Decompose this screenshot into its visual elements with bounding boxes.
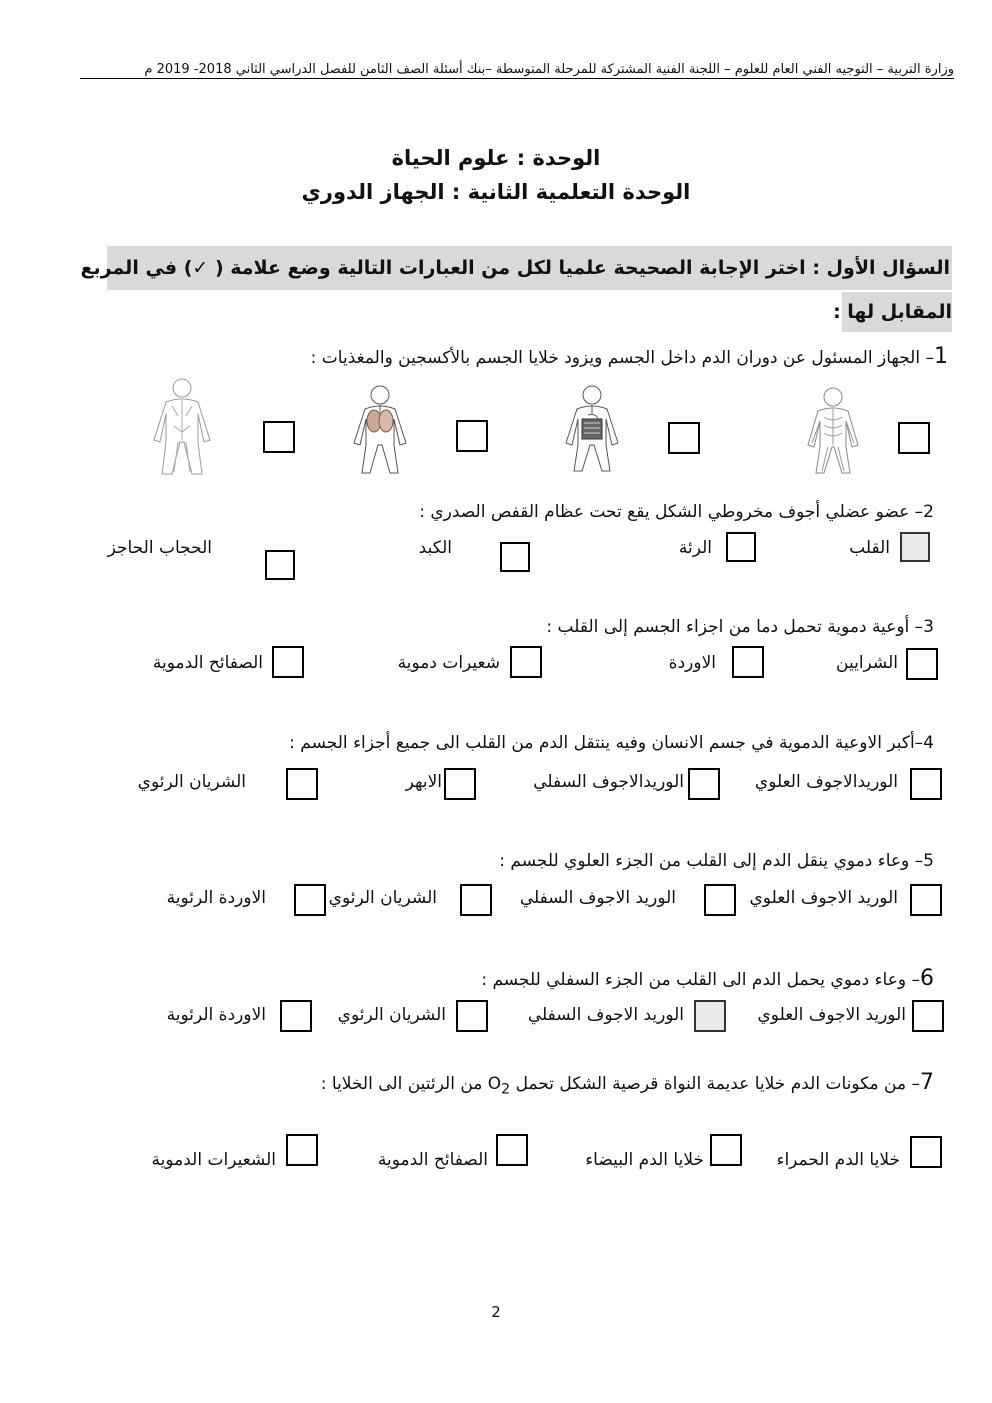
q1-option-1-checkbox[interactable] (898, 422, 930, 454)
question-4 (289, 733, 934, 753)
q7-option-3-checkbox[interactable] (496, 1134, 528, 1166)
q6-option-3-label: الشريان الرئوي (337, 1005, 446, 1025)
q2-option-4-label: الحجاب الحاجز (107, 538, 212, 558)
q7-option-2-checkbox[interactable] (710, 1134, 742, 1166)
q7-option-4-checkbox[interactable] (286, 1134, 318, 1166)
q4-option-3-label: الابهر (405, 772, 442, 792)
question-number: 6 (920, 966, 934, 991)
q5-option-2-checkbox[interactable] (704, 884, 736, 916)
q3-option-1-checkbox[interactable] (906, 648, 938, 680)
question-number: 2 (923, 502, 934, 522)
q3-option-4-checkbox[interactable] (272, 646, 304, 678)
digestive-system-figure (552, 383, 632, 473)
q4-option-3-checkbox[interactable] (444, 768, 476, 800)
q2-option-2-checkbox[interactable] (726, 532, 756, 562)
q7-option-4-label: الشعيرات الدموية (151, 1150, 276, 1170)
respiratory-system-figure (340, 383, 420, 475)
question-7 (321, 1070, 934, 1097)
ministry-header: وزارة التربية – التوجيه الفني العام للعلوم – اللجنة الفنية المشتركة للمرحلة المتوسطة –بنك أسئلة الصف الثامن للفصل الدراسي الثاني 2018- 2019 م (80, 62, 954, 79)
q2-option-2-label: الرئة (678, 538, 712, 558)
q2-option-1-label: القلب (849, 538, 890, 558)
question-2 (419, 502, 934, 522)
page-number: 2 (491, 1303, 501, 1321)
formula-subscript: 2 (501, 1081, 511, 1098)
q4-option-1-checkbox[interactable] (910, 768, 942, 800)
question-text: – الجهاز المسئول عن دوران الدم داخل الجسم ويزود خلايا الجسم بالأكسجين والمغذيات : (310, 348, 934, 368)
question-heading-text: السؤال الأول : اختر الإجابة الصحيحة علميا لكل من العبارات التالية وضع علامة ( ✓) في المربع (80, 257, 950, 279)
question-text: – أوعية دموية تحمل دما من اجزاء الجسم إلى القلب : (546, 617, 924, 637)
question-text-before: – من مكونات الدم خلايا عديمة النواة قرصية الشكل تحمل (510, 1074, 920, 1094)
oxygen-formula (487, 1074, 511, 1098)
q4-option-2-label: الوريدالاجوف السفلي (533, 772, 684, 792)
q6-option-2-label: الوريد الاجوف السفلي (527, 1005, 684, 1025)
question-heading-text-2: المقابل لها : (833, 301, 952, 323)
q3-option-2-checkbox[interactable] (732, 646, 764, 678)
question-heading-line2 (833, 292, 952, 332)
q3-option-3-label: شعيرات دموية (397, 653, 500, 673)
question-text: – وعاء دموي ينقل الدم إلى القلب من الجزء العلوي للجسم : (499, 851, 924, 871)
q4-option-4-label: الشريان الرئوي (137, 772, 246, 792)
q6-option-2-checkbox[interactable] (694, 1000, 726, 1032)
q4-option-2-checkbox[interactable] (688, 768, 720, 800)
q1-option-2-checkbox[interactable] (668, 422, 700, 454)
q6-option-1-label: الوريد الاجوف العلوي (757, 1005, 906, 1025)
q2-option-3-checkbox[interactable] (500, 542, 530, 572)
q4-option-1-label: الوريدالاجوف العلوي (754, 772, 898, 792)
q5-option-3-label: الشريان الرئوي (328, 888, 437, 908)
q3-option-4-label: الصفائح الدموية (152, 653, 263, 673)
q2-option-4-checkbox[interactable] (265, 550, 295, 580)
q6-option-4-checkbox[interactable] (280, 1000, 312, 1032)
question-6 (481, 966, 934, 991)
q3-option-1-label: الشرايين (836, 653, 898, 673)
q7-option-1-label: خلايا الدم الحمراء (776, 1150, 900, 1170)
q2-option-3-label: الكبد (418, 538, 452, 558)
circulatory-system-figure (788, 385, 878, 475)
q5-option-3-checkbox[interactable] (460, 884, 492, 916)
question-text: – وعاء دموي يحمل الدم الى القلب من الجزء السفلي للجسم : (481, 970, 920, 990)
question-number: 3 (923, 617, 934, 637)
q3-option-3-checkbox[interactable] (510, 646, 542, 678)
q3-option-2-label: الاوردة (668, 653, 716, 673)
q7-option-1-checkbox[interactable] (910, 1136, 942, 1168)
subunit-title: الوحدة التعلمية الثانية : الجهاز الدوري (301, 180, 691, 204)
question-1 (311, 344, 948, 369)
q6-option-1-checkbox[interactable] (912, 1000, 944, 1032)
formula-symbol: O (487, 1074, 502, 1094)
q1-option-3-checkbox[interactable] (456, 420, 488, 452)
skeletal-system-figure (138, 376, 226, 476)
question-text: –أكبر الاوعية الدموية في جسم الانسان وفيه ينتقل الدم من القلب الى جميع أجزاء الجسم : (289, 733, 924, 753)
question-3 (546, 617, 934, 637)
q1-option-4-checkbox[interactable] (263, 421, 295, 453)
question-5 (499, 851, 934, 871)
question-heading-line1 (80, 246, 952, 290)
question-number: 1 (934, 344, 948, 369)
unit-title: الوحدة : علوم الحياة (391, 146, 601, 170)
q7-option-2-label: خلايا الدم البيضاء (585, 1150, 704, 1170)
q5-option-4-checkbox[interactable] (294, 884, 326, 916)
q5-option-1-label: الوريد الاجوف العلوي (749, 888, 898, 908)
q7-option-3-label: الصفائح الدموية (377, 1150, 488, 1170)
q6-option-4-label: الاوردة الرئوية (166, 1005, 266, 1025)
q5-option-2-label: الوريد الاجوف السفلي (519, 888, 676, 908)
q5-option-4-label: الاوردة الرئوية (166, 888, 266, 908)
q4-option-4-checkbox[interactable] (286, 768, 318, 800)
q2-option-1-checkbox[interactable] (900, 532, 930, 562)
q5-option-1-checkbox[interactable] (910, 884, 942, 916)
question-number: 7 (920, 1070, 934, 1095)
question-number: 4 (923, 733, 934, 753)
question-text-after: من الرئتين الى الخلايا : (320, 1074, 488, 1094)
q6-option-3-checkbox[interactable] (456, 1000, 488, 1032)
question-text: – عضو عضلي أجوف مخروطي الشكل يقع تحت عظام القفص الصدري : (419, 502, 924, 522)
question-number: 5 (923, 851, 934, 871)
